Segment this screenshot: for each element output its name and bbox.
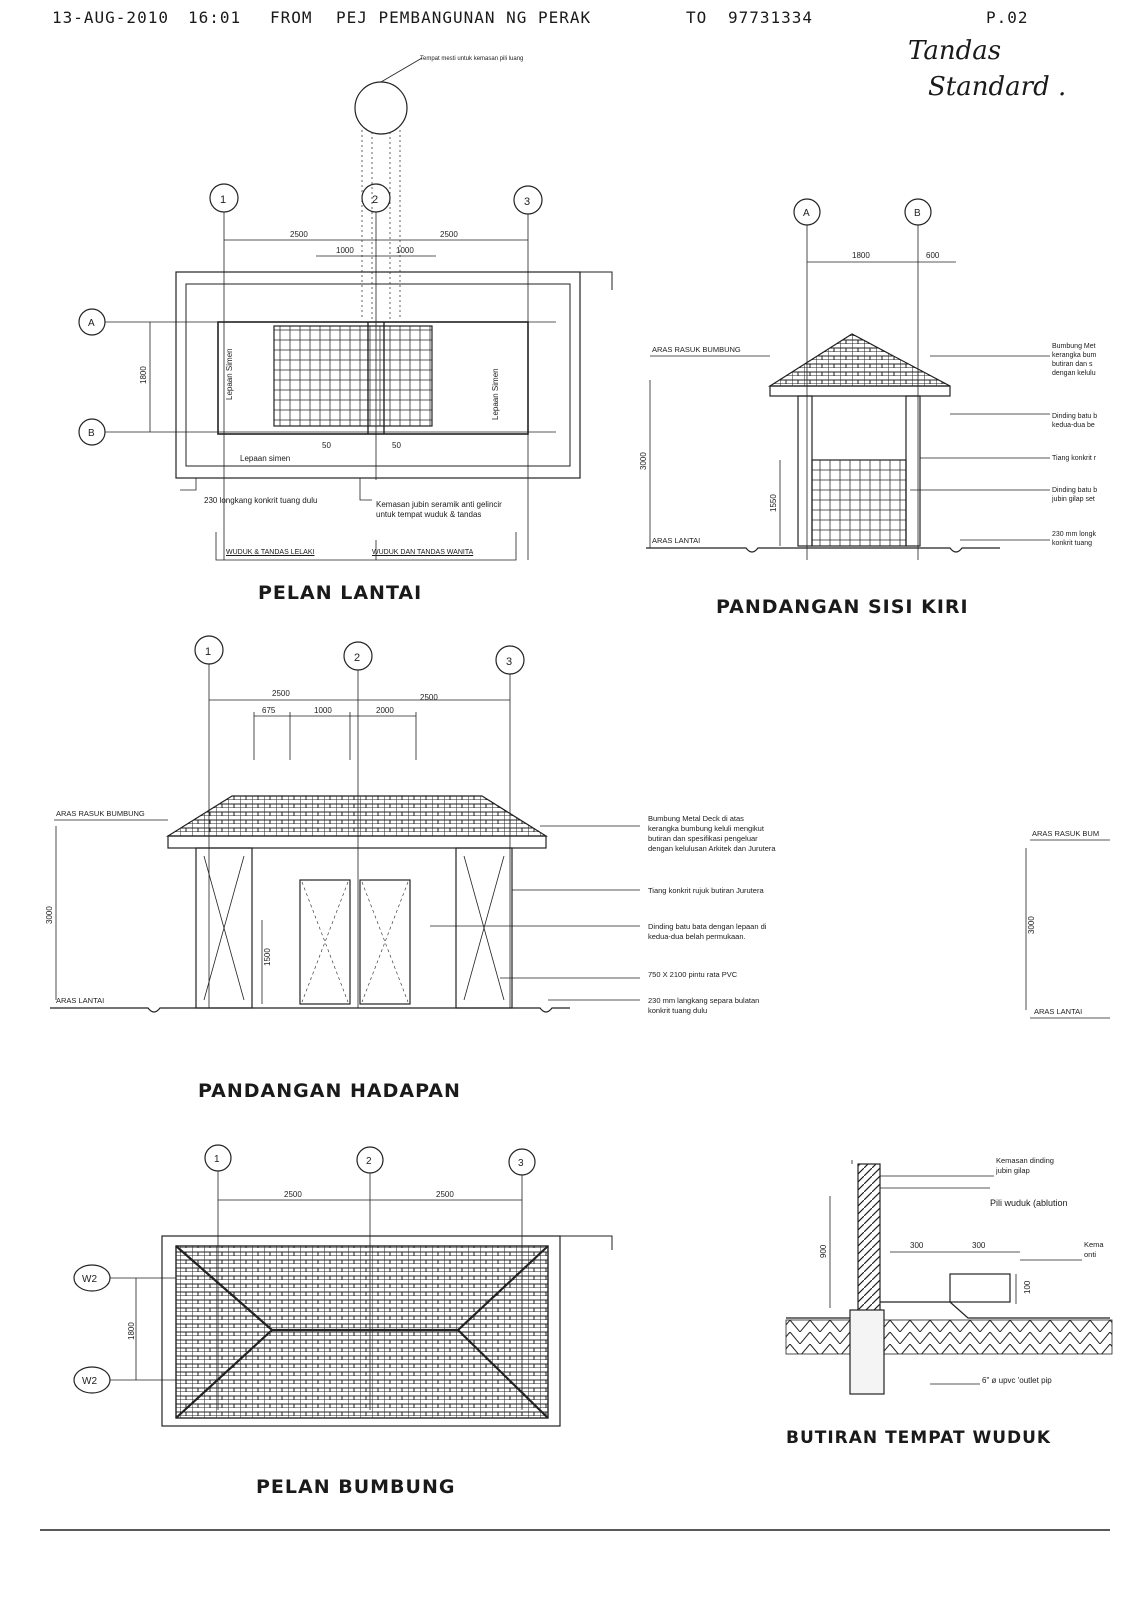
- front-dim-1500: 1500: [263, 948, 272, 966]
- grid-label-a: A: [88, 318, 95, 329]
- detail-note-finish: Kema onti: [1084, 1240, 1104, 1259]
- front-note-column: Tiang konkrit rujuk butiran Jurutera: [648, 886, 764, 895]
- front-note-wall: Dinding batu bata dengan lepaan di kedua-dua belah permukaan.: [648, 922, 767, 941]
- front-grid-label-3: 3: [506, 656, 513, 668]
- front-dim-1000: 1000: [314, 706, 332, 715]
- detail-dim-100: 100: [1023, 1280, 1032, 1294]
- side-grid-label-b: B: [914, 208, 921, 219]
- front-facade: [252, 848, 456, 1008]
- front-grid-label-1: 1: [205, 646, 212, 658]
- plan-note-drain: 230 longkang konkrit tuang dulu: [204, 496, 318, 505]
- plan-dim-50-left: 50: [322, 441, 331, 450]
- side-note-roof: Bumbung Met kerangka bum butiran dan s dengan kelulu: [1052, 343, 1097, 377]
- grid-label-b: B: [88, 428, 95, 439]
- front-level-roof: ARAS RASUK BUMBUNG: [56, 809, 145, 818]
- front-note-roof: Bumbung Metal Deck di atas kerangka bumbung keluli mengikut butiran dan spesifikasi pengeluar dengan kelulusan Arkitek dan Jurutera: [648, 814, 776, 853]
- side-view: [639, 199, 1050, 560]
- fax-from-label: FROM: [270, 8, 313, 27]
- fax-date: 13-AUG-2010: [52, 8, 169, 27]
- front-view-title: PANDANGAN HADAPAN: [198, 1080, 461, 1102]
- front-view: [45, 636, 1110, 1018]
- right-dim-3000: 3000: [1027, 916, 1036, 934]
- lamp-symbol: [355, 82, 407, 134]
- plan-dim-1000-right: 1000: [396, 246, 414, 255]
- plan-dim-50-right: 50: [392, 441, 401, 450]
- plan-dim-2500-right: 2500: [440, 230, 458, 239]
- plan-dim-1000-left: 1000: [336, 246, 354, 255]
- side-level-roof: ARAS RASUK BUMBUNG: [652, 345, 741, 354]
- side-note-drain: 230 mm longk konkrit tuang: [1052, 531, 1096, 547]
- ablution-detail: [786, 1160, 1112, 1394]
- side-dim-3000: 3000: [639, 452, 648, 470]
- fax-time: 16:01: [188, 8, 242, 27]
- fax-from: PEJ PEMBANGUNAN NG PERAK: [336, 8, 592, 27]
- side-column-left: [798, 396, 812, 546]
- side-level-floor: ARAS LANTAI: [652, 536, 701, 545]
- plan-dim-1800: 1800: [139, 366, 148, 384]
- detail-step: [950, 1274, 1010, 1302]
- plan-section-female: WUDUK DAN TANDAS WANITA: [372, 549, 474, 556]
- roof-grid-label-w2-top: W2: [82, 1274, 97, 1285]
- side-note-tiles: Dinding batu b jubin gilap set: [1052, 487, 1098, 503]
- floor-plan: [79, 58, 612, 560]
- grid-label-1: 1: [220, 194, 227, 206]
- front-grid-label-2: 2: [354, 652, 361, 664]
- front-dim-675: 675: [262, 706, 276, 715]
- detail-dim-300-right: 300: [972, 1241, 986, 1250]
- detail-title: BUTIRAN TEMPAT WUDUK: [786, 1428, 1052, 1448]
- side-dim-600: 600: [926, 251, 940, 260]
- plan-note-tiles: Kemasan jubin seramik anti gelincir untuk tempat wuduk & tandas: [376, 500, 502, 519]
- grid-label-2: 2: [372, 194, 379, 206]
- roof-dim-2500-right: 2500: [436, 1190, 454, 1199]
- plan-tile-area: [274, 326, 432, 426]
- side-roof-fascia: [770, 386, 950, 396]
- front-note-drain: 230 mm langkang separa bulatan konkrit tuang dulu: [648, 996, 760, 1015]
- fax-to: 97731334: [728, 8, 814, 27]
- side-note-wall: Dinding batu b kedua-dua be: [1052, 413, 1098, 429]
- front-dim-2500-right: 2500: [420, 693, 438, 702]
- roof-grid-label-1: 1: [214, 1154, 220, 1165]
- roof-dim-1800: 1800: [127, 1322, 136, 1340]
- detail-note-wall: Kemasan dinding jubin gilap: [996, 1156, 1054, 1175]
- plan-lepaan-left: Lepaan Simen: [225, 348, 234, 400]
- detail-dim-300-left: 300: [910, 1241, 924, 1250]
- handwritten-note-line1: Tandas: [908, 36, 1002, 66]
- front-level-floor: ARAS LANTAI: [56, 996, 105, 1005]
- lamp-note: Tempat mesti untuk kemasan pili luang: [420, 56, 524, 62]
- front-note-door: 750 X 2100 pintu rata PVC: [648, 970, 738, 979]
- front-roof: [168, 796, 546, 836]
- side-grid-label-a: A: [803, 208, 810, 219]
- side-dim-1550: 1550: [769, 494, 778, 512]
- detail-dim-900: 900: [819, 1244, 828, 1258]
- handwritten-note-line2: Standard .: [928, 72, 1067, 102]
- side-note-column: Tiang konkrit r: [1052, 455, 1097, 462]
- roof-dim-2500-left: 2500: [284, 1190, 302, 1199]
- detail-note-tap: Pili wuduk (ablution: [990, 1198, 1068, 1208]
- plan-dim-2500-left: 2500: [290, 230, 308, 239]
- roof-grid-label-2: 2: [366, 1156, 372, 1167]
- front-dim-2000: 2000: [376, 706, 394, 715]
- side-tile-wall: [812, 460, 906, 546]
- right-level-floor: ARAS LANTAI: [1034, 1007, 1083, 1016]
- plan-lepaan-right: Lepaan Simen: [491, 368, 500, 420]
- side-view-title: PANDANGAN SISI KIRI: [716, 596, 969, 618]
- roof-shingles: [176, 1246, 548, 1418]
- plan-lepaan-bottom: Lepaan simen: [240, 454, 291, 463]
- front-dim-2500-left: 2500: [272, 689, 290, 698]
- roof-grid-label-w2-bottom: W2: [82, 1376, 97, 1387]
- right-level-roof: ARAS RASUK BUM: [1032, 829, 1100, 838]
- front-dim-3000: 3000: [45, 906, 54, 924]
- detail-ground: [786, 1320, 1112, 1354]
- grid-label-3: 3: [524, 196, 531, 208]
- roof-plan-title: PELAN BUMBUNG: [256, 1476, 456, 1498]
- side-dim-1800: 1800: [852, 251, 870, 260]
- plan-section-male: WUDUK & TANDAS LELAKI: [226, 549, 315, 556]
- front-door-left: [300, 880, 350, 1004]
- detail-note-pipe: 6" ø upvc 'outlet pip: [982, 1376, 1052, 1385]
- front-door-right: [360, 880, 410, 1004]
- front-roof-fascia: [168, 836, 546, 848]
- side-roof-gable: [770, 334, 950, 386]
- roof-plan: [74, 1145, 612, 1426]
- fax-page: P.02: [986, 8, 1029, 27]
- detail-foundation: [850, 1310, 884, 1394]
- fax-to-label: TO: [686, 8, 708, 27]
- roof-grid-label-3: 3: [518, 1158, 524, 1169]
- plan-title: PELAN LANTAI: [258, 582, 423, 604]
